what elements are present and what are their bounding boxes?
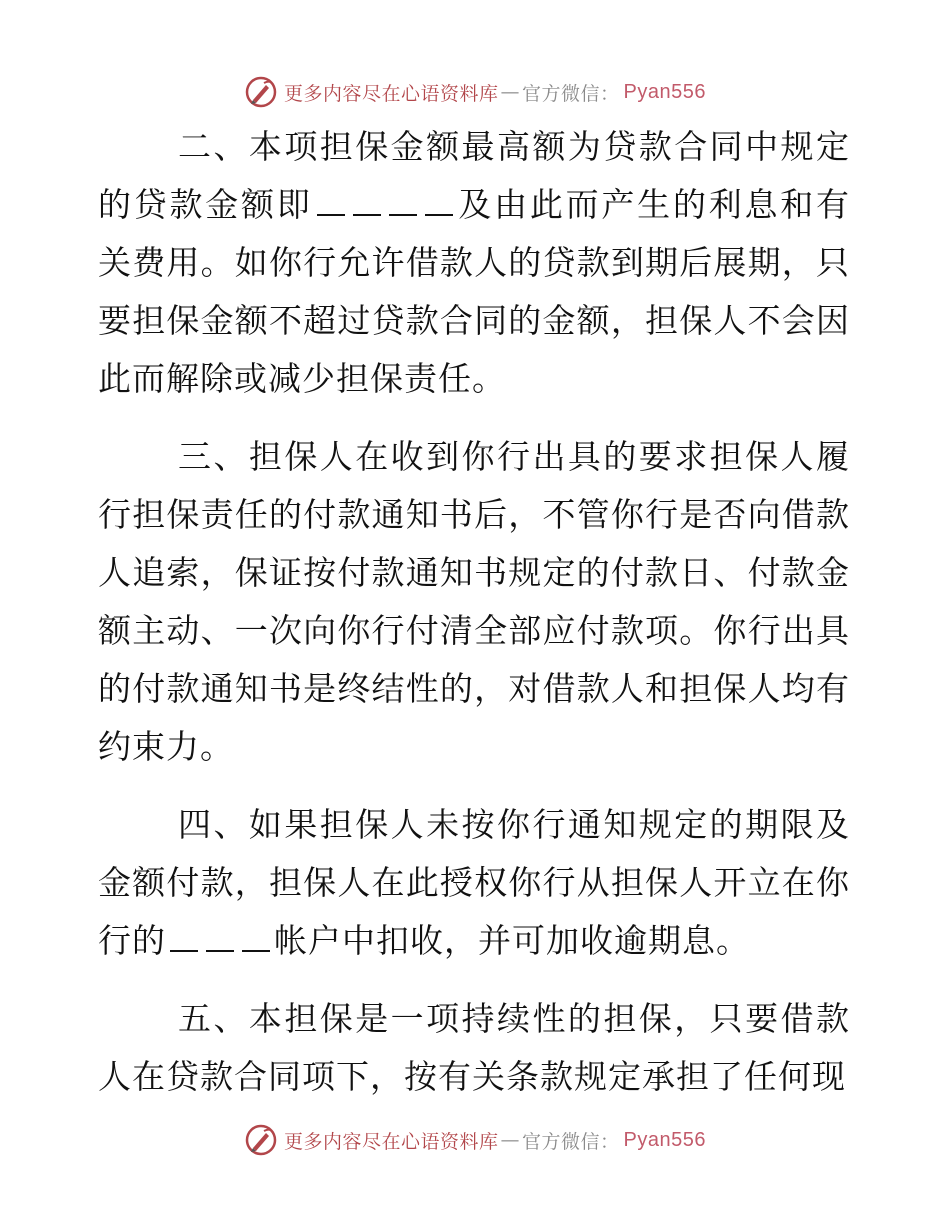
paragraph-3: 三、担保人在收到你行出具的要求担保人履行担保责任的付款通知书后，不管你行是否向借款人追索，保证按付款通知书规定的付款日、付款金额主动、一次向你行付清全部应付款项。你行出具的付款通知书是终结性的，对借款人和担保人均有约束力。 xyxy=(98,437,850,766)
blank-line xyxy=(170,936,198,952)
watermark-dash: — xyxy=(500,1129,521,1151)
blank-line xyxy=(425,200,453,216)
paragraph-4-part-a: 四、如果担保人未按你行通知规定的期限及金额付款，担保人在此授权你行从担保人开立在你行的 xyxy=(98,805,850,960)
watermark-wechat-id: Pyan556 xyxy=(623,1128,706,1151)
paragraph-4-part-b: 帐户中扣收，并可加收逾期息。 xyxy=(274,921,750,960)
blank-line xyxy=(206,936,234,952)
paragraph-5: 五、本担保是一项持续性的担保，只要借款人在贷款合同项下，按有关条款规定承担了任何现 xyxy=(98,999,850,1096)
paragraph-2-part-b: 及由此而产生的利息和有关费用。如你行允许借款人的贷款到期后展期，只要担保金额不超过贷款合同的金额，担保人不会因此而解除或减少担保责任。 xyxy=(98,185,851,398)
pen-logo-icon xyxy=(244,75,278,109)
watermark-main-text: 更多内容尽在心语资料库 xyxy=(284,1130,499,1153)
document-body xyxy=(98,118,850,1126)
watermark-main-text: 更多内容尽在心语资料库 xyxy=(284,82,499,105)
paragraph-4 xyxy=(98,796,850,970)
blank-line xyxy=(353,200,381,216)
watermark-official-label: 官方微信： xyxy=(522,1130,620,1153)
blank-line xyxy=(317,200,345,216)
watermark-wechat-id: Pyan556 xyxy=(623,80,706,103)
paragraph-2 xyxy=(98,118,850,408)
paragraph-2-part-a: 二、本项担保金额最高额为贷款合同中规定的贷款金额即 xyxy=(98,127,850,224)
watermark-footer xyxy=(0,1120,950,1160)
watermark-official-label: 官方微信： xyxy=(522,82,620,105)
pen-logo-icon xyxy=(244,1123,278,1157)
blank-line xyxy=(389,200,417,216)
watermark-header xyxy=(0,72,950,112)
blank-line xyxy=(242,936,270,952)
watermark-dash: — xyxy=(500,81,521,103)
